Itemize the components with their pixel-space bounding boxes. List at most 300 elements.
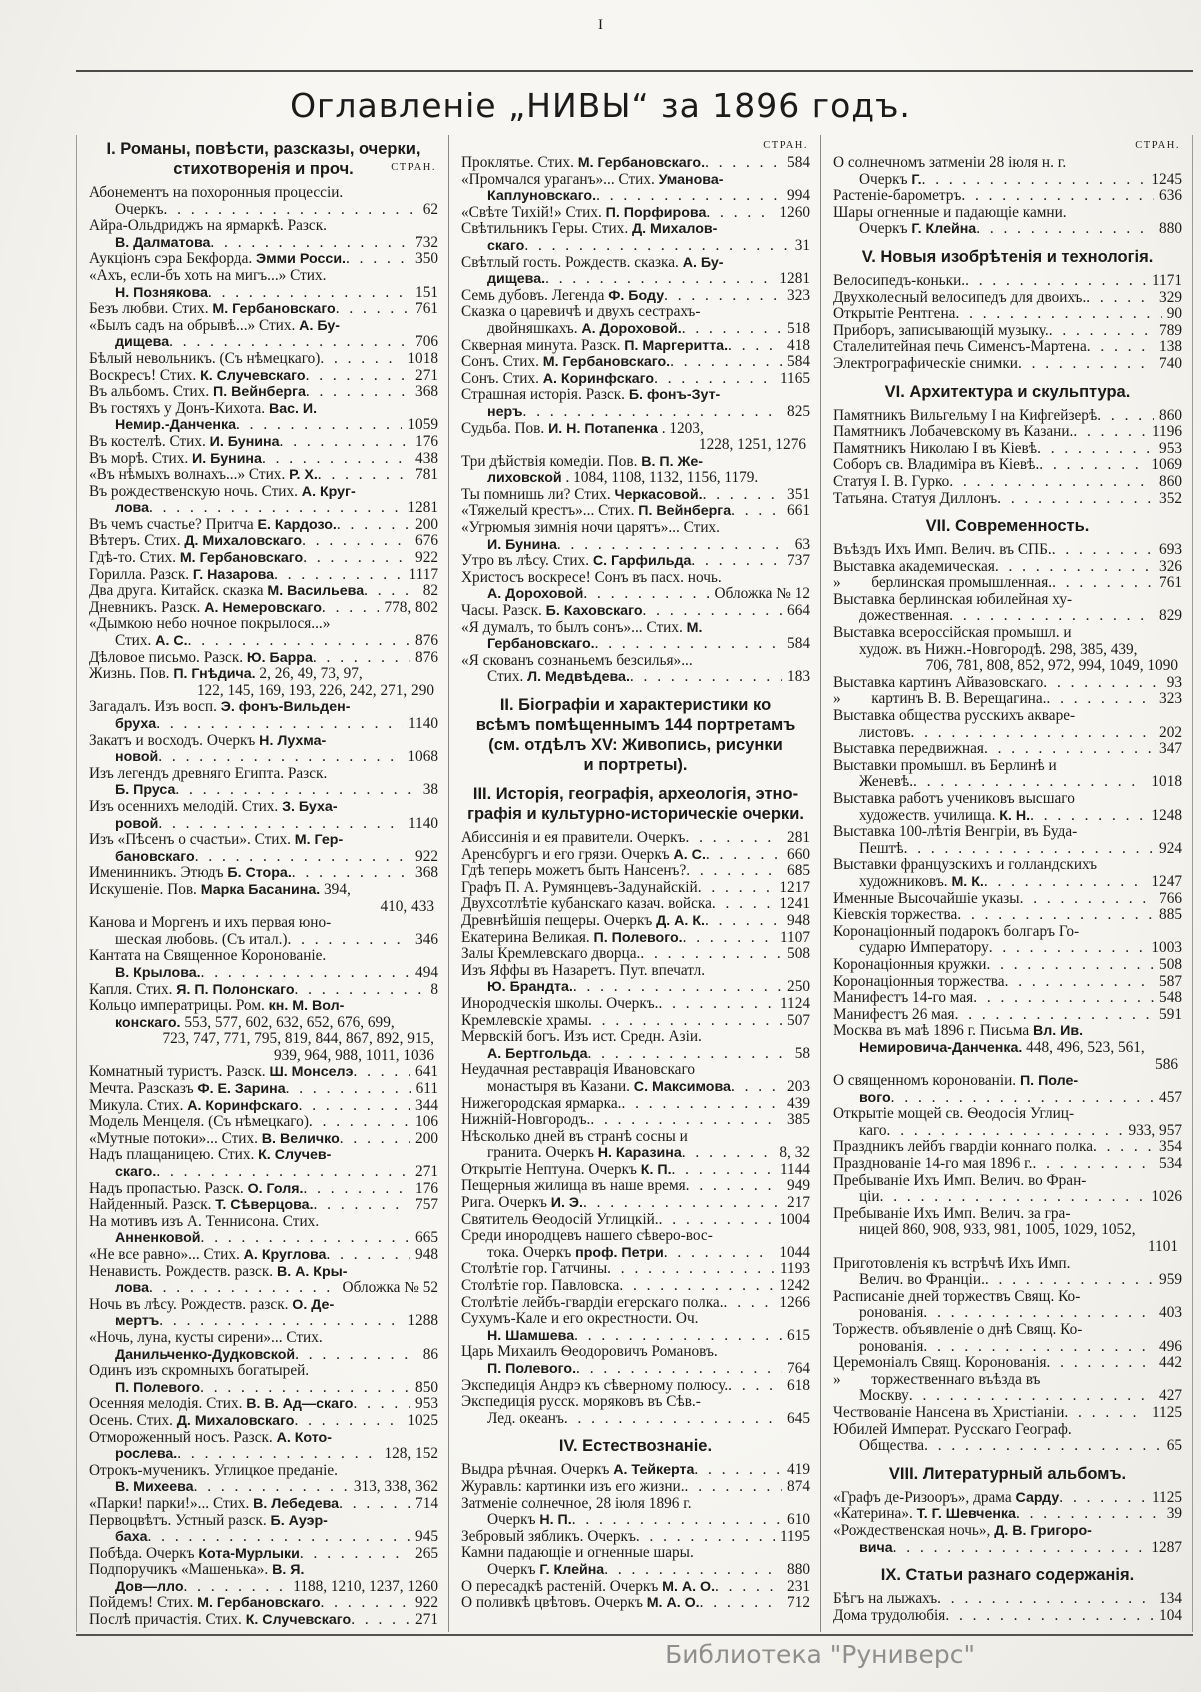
author-name: Я. П. Полонскаго bbox=[176, 981, 295, 998]
toc-entry: Залы Кремлевскаго дворца. . . 508 bbox=[461, 946, 810, 963]
dot-leader bbox=[545, 271, 774, 288]
toc-entry: Безъ любви. Стих. М. Гербановскаго . . 761 bbox=[89, 301, 438, 318]
toc-entry: Столѣтіе гор. Гатчины . . 1193 bbox=[461, 1261, 810, 1278]
toc-column-3 bbox=[820, 135, 1192, 1632]
dot-leader bbox=[201, 965, 410, 982]
dot-leader bbox=[1033, 1156, 1155, 1173]
section-header: VII. Современность. bbox=[925, 517, 1090, 536]
toc-columns bbox=[76, 135, 1193, 1632]
page-number: 948 bbox=[415, 1247, 438, 1263]
page-number: 615 bbox=[787, 1327, 810, 1344]
page-number: 534 bbox=[1159, 1156, 1182, 1173]
toc-entry: Два друга. Китайск. сказка М. Васильева . . 82 bbox=[89, 583, 438, 600]
author-name: К. Случевскаго bbox=[245, 1612, 352, 1629]
author-name: Н. Шамшева bbox=[487, 1327, 575, 1344]
dot-leader bbox=[957, 907, 1154, 924]
dot-leader bbox=[208, 285, 410, 302]
toc-entry: «Угрюмыя зимнія ночи царятъ»... Стих. И. Бунина . . 63 bbox=[461, 520, 810, 553]
author-name: Марка Басанина. bbox=[200, 881, 321, 898]
page-number: 1196 bbox=[1151, 424, 1182, 441]
page-number: 1125 bbox=[1151, 1489, 1182, 1506]
dot-leader bbox=[295, 1413, 403, 1430]
page-number: 1004 bbox=[779, 1211, 810, 1228]
toc-entry: «Парки! парки!»... Стих. В. Лебедева . . 714 bbox=[89, 1496, 438, 1513]
page-number: 876 bbox=[415, 649, 438, 666]
toc-entry: Москва въ маѣ 1896 г. Письма Вл. Ив. Немировича-Данченка. 448, 496, 523, 561, 586 bbox=[833, 1023, 1178, 1073]
page-number: 1266 bbox=[779, 1294, 810, 1311]
toc-entry: Аукціонъ сэра Бекфорда. Эмми Росси. . . 350 bbox=[89, 251, 438, 268]
dot-leader bbox=[965, 273, 1147, 290]
toc-entry: Царь Михаилъ Ѳеодоровичъ Романовъ. П. Полевого. . . 764 bbox=[461, 1344, 810, 1377]
toc-entry: «Свѣте Тихій!» Стих. П. Порфирова . . 1260 bbox=[461, 205, 810, 222]
toc-entry: Утро въ лѣсу. Стих. С. Гарфильда . . 737 bbox=[461, 553, 810, 570]
page-number: 661 bbox=[787, 503, 810, 520]
dot-leader bbox=[574, 1328, 782, 1345]
toc-entry: Дневникъ. Разск. А. Немеровскаго . . 778, 802 bbox=[89, 600, 438, 617]
section-header: IV. Естествознаніе. bbox=[558, 1437, 713, 1456]
dot-leader bbox=[731, 503, 782, 520]
page-number: 62 bbox=[422, 201, 438, 218]
toc-entry: Кіевскія торжества . . 885 bbox=[833, 907, 1182, 924]
author-name: Д. Михаловскаго bbox=[184, 533, 303, 550]
author-name: Р. Х. bbox=[289, 467, 318, 484]
author-name: И. Бунина bbox=[192, 450, 262, 467]
dot-leader bbox=[557, 537, 790, 554]
toc-entry: Двухколесный велосипедъ для двоихъ. . . 329 bbox=[833, 290, 1182, 307]
section-header: VI. Архитектура и скульптура. bbox=[884, 382, 1131, 401]
page-number: 368 bbox=[415, 865, 438, 882]
author-name: Г. Клейна bbox=[911, 221, 977, 238]
dot-leader bbox=[1037, 441, 1154, 458]
author-name: Немировича-Данченка. bbox=[859, 1039, 1023, 1056]
dot-leader bbox=[949, 474, 1154, 491]
toc-entry: Изъ Яффы въ Назаретъ. Пут. впечатл. Ю. Брандта. . . 250 bbox=[461, 963, 810, 996]
toc-entry: Закатъ и восходъ. Очеркъ Н. Лухма- новой . . 1068 bbox=[89, 733, 438, 766]
page-number: 1242 bbox=[779, 1278, 810, 1295]
author-name: Б. Стора. bbox=[227, 865, 292, 882]
author-name: А. Круг- bbox=[301, 483, 356, 500]
page-number: 176 bbox=[415, 1180, 438, 1197]
dot-leader bbox=[346, 251, 410, 268]
dot-leader bbox=[728, 338, 782, 355]
page-number: 953 bbox=[415, 1396, 438, 1413]
page-number: 457 bbox=[1159, 1089, 1182, 1106]
dot-leader bbox=[149, 500, 402, 517]
page-number: 494 bbox=[415, 964, 438, 981]
author-name: В. П. Же- bbox=[641, 453, 704, 470]
dot-leader bbox=[731, 1079, 782, 1096]
dot-leader bbox=[595, 636, 782, 653]
toc-entry: Памятникъ Лобачевскому въ Казани. . . 1196 bbox=[833, 424, 1182, 441]
dot-leader bbox=[274, 567, 403, 584]
page-number: 1117 bbox=[408, 566, 438, 583]
toc-entry: Надъ плащаницею. Стих. К. Случев- скаго. . . 271 bbox=[89, 1147, 438, 1180]
toc-entry: Именные Высочайшіе указы . . 766 bbox=[833, 891, 1182, 908]
toc-entry: Выставка академическая . . 326 bbox=[833, 559, 1182, 576]
dot-leader bbox=[148, 1529, 411, 1546]
author-name: Б. Пруса bbox=[115, 782, 176, 799]
toc-entry: Гдѣ-то. Стих. М. Гербановскаго . . 922 bbox=[89, 550, 438, 567]
toc-entry: Среди инородцевъ нашего сѣверо-вос- тока. Очеркъ проф. Петри . . 1044 bbox=[461, 1228, 810, 1261]
dot-leader bbox=[686, 863, 782, 880]
toc-entry: Гдѣ теперь можетъ быть Нансенъ? . . 685 bbox=[461, 863, 810, 880]
author-name: К. Случевскаго bbox=[200, 367, 306, 384]
toc-entry: Электрографическіе снимки . . 740 bbox=[833, 356, 1182, 373]
author-name: З. Буха- bbox=[282, 798, 338, 815]
author-name: Ю. Барра bbox=[246, 649, 313, 666]
page-column-label: СТРАН. bbox=[763, 140, 808, 151]
toc-column-2 bbox=[448, 135, 820, 1632]
dot-leader bbox=[364, 583, 418, 600]
dot-leader bbox=[715, 1579, 782, 1596]
dot-leader bbox=[583, 1195, 782, 1212]
toc-entry: Памятникъ Николаю I въ Кіевѣ . . 953 bbox=[833, 441, 1182, 458]
page-number: 350 bbox=[415, 251, 438, 268]
author-name: М. Гербановскаго bbox=[197, 1595, 321, 1612]
page-number: 323 bbox=[1159, 691, 1182, 708]
page-number: 714 bbox=[415, 1495, 438, 1512]
toc-entry: Искушеніе. Пов. Марка Басанина. 394, 410, 433 bbox=[89, 881, 434, 915]
toc-entry: Нижній-Новгородъ. . . 385 bbox=[461, 1112, 810, 1129]
toc-entry: Осенняя мелодія. Стих. В. В. Ад—скаго . . 953 bbox=[89, 1396, 438, 1413]
page-number: 1171 bbox=[1151, 272, 1182, 289]
toc-entry: Святитель Ѳеодосій Углицкій. . . 1004 bbox=[461, 1212, 810, 1229]
dot-leader bbox=[184, 1579, 289, 1596]
page-number: 706 bbox=[415, 334, 438, 351]
page-number: 271 bbox=[415, 1612, 438, 1629]
page-number: 271 bbox=[415, 1164, 438, 1181]
dot-leader bbox=[685, 830, 782, 847]
author-name: П. Вейнберга bbox=[213, 384, 306, 401]
toc-entry: Экспедиція Андрэ къ сѣверному полюсу. . . 618 bbox=[461, 1378, 810, 1395]
toc-entry: Выставка всероссійская промышл. и худож. въ Нижн.-Новгородѣ. 298, 385, 439, 706, 781, 808, 852, 972, 994, 1049, 1090 bbox=[833, 625, 1178, 675]
page-number: 1144 bbox=[779, 1161, 810, 1178]
page-number: 732 bbox=[415, 234, 438, 251]
page-number: 591 bbox=[1159, 1006, 1182, 1023]
page-number: 403 bbox=[1159, 1305, 1182, 1322]
page-number: 1068 bbox=[407, 749, 438, 766]
page-number: 58 bbox=[794, 1045, 810, 1062]
toc-entry: Канова и Моргенъ и ихъ первая юно- шеская любовь. (Съ итал.) . . 346 bbox=[89, 915, 438, 948]
page-number: 354 bbox=[1159, 1139, 1182, 1156]
toc-entry: О пересадкѣ растеній. Очеркъ М. А. О. . . 231 bbox=[461, 1579, 810, 1596]
page-number: 693 bbox=[1159, 542, 1182, 559]
author-name: Д. А. К. bbox=[656, 912, 705, 929]
dot-leader bbox=[1097, 408, 1154, 425]
dot-leader bbox=[887, 1123, 1124, 1140]
dot-leader bbox=[1046, 691, 1154, 708]
page-number: 949 bbox=[787, 1178, 810, 1195]
page-number: 922 bbox=[415, 848, 438, 865]
author-name: неръ bbox=[487, 403, 523, 420]
page-number: 636 bbox=[1159, 188, 1182, 205]
author-name: П. Полевого. bbox=[593, 929, 683, 946]
dot-leader bbox=[588, 1046, 790, 1063]
toc-entry: » берлинская промышленная. . . 761 bbox=[833, 575, 1182, 592]
author-name: Каплуновскаго. bbox=[487, 188, 597, 205]
toc-entry: «Тяжелый крестъ»... Стих. П. Вейнберга . . 661 bbox=[461, 503, 810, 520]
author-name: П. Порфирова bbox=[605, 204, 707, 221]
page-number: 134 bbox=[1159, 1591, 1182, 1608]
author-name: М. А. О. bbox=[662, 1578, 716, 1595]
dot-leader bbox=[893, 1540, 1147, 1557]
toc-entry: Сказка о царевичѣ и двухъ сестрахъ- двойняшкахъ. А. Дороховой. . . 518 bbox=[461, 304, 810, 337]
author-name: К. Случев- bbox=[258, 1147, 332, 1164]
author-name: А. Коринфскаго bbox=[542, 370, 655, 387]
page-number: 924 bbox=[1159, 840, 1182, 857]
page-number: 138 bbox=[1159, 339, 1182, 356]
author-name: дищева bbox=[115, 334, 170, 351]
toc-entry: Выставка 100-лѣтія Венгріи, въ Буда- Пештѣ . . 924 bbox=[833, 824, 1182, 857]
toc-entry: Приготовленія къ встрѣчѣ Ихъ Имп. Велич. во Франціи. . . 959 bbox=[833, 1256, 1182, 1289]
page-number: 1140 bbox=[407, 815, 438, 832]
page-column-label: СТРАН. bbox=[1135, 140, 1180, 151]
dot-leader bbox=[922, 172, 1147, 189]
page-number: 676 bbox=[415, 533, 438, 550]
page-number: 326 bbox=[1159, 558, 1182, 575]
dot-leader bbox=[156, 1164, 410, 1181]
toc-entry: Мечта. Разсказъ Ф. Е. Зарина . . 611 bbox=[89, 1081, 438, 1098]
page-number: 63 bbox=[794, 536, 810, 553]
author-name: П. Вейнберга bbox=[638, 503, 732, 520]
dot-leader bbox=[682, 321, 782, 338]
toc-entry: Абонементъ на похоронныя процессіи. Очеркъ . . 62 bbox=[89, 185, 438, 218]
page-number: 281 bbox=[787, 830, 810, 846]
author-name: лова bbox=[115, 500, 149, 517]
page-number: 368 bbox=[415, 384, 438, 401]
author-name: Ф. Боду bbox=[608, 287, 665, 304]
toc-entry: Двухсотлѣтіе кубанскаго казач. войска . . 1241 bbox=[461, 896, 810, 913]
dot-leader bbox=[303, 550, 410, 567]
toc-entry: Пребываніе Ихъ Имп. Велич. во Фран- ціи . . 1026 bbox=[833, 1173, 1182, 1206]
section-header: III. Исторія, географія, археологія, этно- графія и культурно-историческіе очерки. bbox=[467, 785, 804, 823]
dot-leader bbox=[923, 1339, 1154, 1356]
toc-entry: Въ рождественскую ночь. Стих. А. Круг- лова . . 1281 bbox=[89, 484, 438, 517]
page-number: 202 bbox=[1159, 724, 1182, 741]
dot-leader bbox=[158, 816, 403, 833]
page-number: 781 bbox=[415, 467, 438, 484]
toc-entry: Расписаніе дней торжествъ Свящ. Ко- ронованія . . 403 bbox=[833, 1289, 1182, 1322]
author-name: П. Полевого. bbox=[487, 1361, 577, 1377]
toc-entry: Сухумъ-Кале и его окрестности. Оч. Н. Шамшева . . 615 bbox=[461, 1311, 810, 1344]
toc-entry: Отмороженный носъ. Разск. А. Кото- рослева. . . 128, 152 bbox=[89, 1430, 438, 1463]
author-name: М. Гер- bbox=[294, 832, 344, 849]
toc-entry: Екатерина Великая. П. Полевого. . . 1107 bbox=[461, 930, 810, 947]
dot-leader bbox=[984, 741, 1154, 758]
page-number: 508 bbox=[787, 946, 810, 963]
toc-entry: «Промчался ураганъ»... Стих. Уманова- Каплуновскаго. . . 994 bbox=[461, 172, 810, 205]
toc-entry: О священномъ коронованіи. П. Поле- вого . . 457 bbox=[833, 1073, 1182, 1106]
dot-leader bbox=[300, 1546, 410, 1563]
page-number: 217 bbox=[787, 1195, 810, 1212]
toc-entry: Послѣ причастія. Стих. К. Случевскаго . . 271 bbox=[89, 1612, 438, 1629]
page-number: 874 bbox=[787, 1478, 810, 1495]
toc-entry: Открытіе Нептуна. Очеркъ К. П. . . 1144 bbox=[461, 1162, 810, 1179]
page-number: 1124 bbox=[779, 995, 810, 1012]
author-name: баха bbox=[115, 1529, 148, 1546]
author-name: проф. Петри bbox=[575, 1244, 664, 1261]
toc-entry: Татьяна. Статуя Диллонъ . . 352 bbox=[833, 491, 1182, 508]
author-name: П. Поле- bbox=[1019, 1073, 1079, 1090]
toc-entry: Вѣтеръ. Стих. Д. Михаловскаго . . 676 bbox=[89, 533, 438, 550]
author-name: С. Максимова bbox=[633, 1078, 731, 1095]
dot-leader bbox=[309, 1114, 410, 1131]
toc-entry: Мервскій богъ. Изъ ист. Средн. Азіи. А. Бертгольда . . 58 bbox=[461, 1029, 810, 1062]
toc-entry: Бѣлый невольникъ. (Съ нѣмецкаго) . . 1018 bbox=[89, 351, 438, 368]
author-name: Н. П. bbox=[539, 1512, 572, 1529]
toc-entry: Ненависть. Рождеств. разск. В. А. Кры- лова . . Обложка № 52 bbox=[89, 1264, 438, 1297]
dot-leader bbox=[1052, 575, 1154, 592]
author-name: И. Н. Потапенка bbox=[548, 420, 658, 437]
toc-entry: «Я скованъ сознаньемъ безсилья»... Стих. Л. Медвѣдева. . . 183 bbox=[461, 653, 810, 686]
dot-leader bbox=[320, 351, 402, 368]
dot-leader bbox=[685, 1479, 783, 1496]
dot-leader bbox=[295, 982, 426, 999]
dot-leader bbox=[194, 1479, 349, 1496]
dot-leader bbox=[705, 913, 782, 930]
section-header: VIII. Литературный альбомъ. bbox=[888, 1464, 1127, 1483]
toc-entry: Инородческія школы. Очеркъ. . . 1124 bbox=[461, 996, 810, 1013]
toc-entry: Скверная минута. Разск. П. Маргеритта. . . 418 bbox=[461, 338, 810, 355]
page-number: 1044 bbox=[779, 1244, 810, 1261]
dot-leader bbox=[1030, 808, 1146, 825]
author-name: Вл. Ив. bbox=[1032, 1023, 1084, 1040]
page-number: 347 bbox=[1159, 741, 1182, 758]
toc-entry: Выставка работъ учениковъ высшаго художеств. училища. К. Н. . . 1248 bbox=[833, 791, 1182, 824]
dot-leader bbox=[955, 306, 1161, 323]
toc-entry: Сонъ. Стих. М. Гербановскаго. . . 584 bbox=[461, 354, 810, 371]
page-number: 442 bbox=[1159, 1355, 1182, 1372]
page-number: 1107 bbox=[779, 929, 810, 946]
author-name: Ю. Брандта. bbox=[487, 979, 573, 996]
toc-entry: Коронаціонныя торжества . . 587 bbox=[833, 974, 1182, 991]
author-name: Ф. Е. Зарина bbox=[197, 1081, 286, 1098]
toc-entry: Коронаціонныя кружки . . 508 bbox=[833, 957, 1182, 974]
dot-leader bbox=[262, 451, 410, 468]
page-number: 344 bbox=[415, 1097, 438, 1114]
author-name: А. Кото- bbox=[276, 1429, 332, 1446]
page-number: 860 bbox=[1159, 473, 1182, 490]
toc-entry: Экспедиція русск. моряковъ въ Сѣв.- Лед. океанъ . . 645 bbox=[461, 1394, 810, 1427]
dot-leader bbox=[1064, 1405, 1147, 1422]
page-number: 231 bbox=[787, 1578, 810, 1595]
author-name: В. Величко bbox=[261, 1130, 340, 1147]
page-number: 1069 bbox=[1151, 457, 1182, 474]
author-name: Анненковой bbox=[115, 1230, 201, 1247]
dot-leader bbox=[891, 1090, 1154, 1107]
toc-entry: Ночь въ лѣсу. Рождеств. разск. О. Де- мертъ . . 1288 bbox=[89, 1297, 438, 1330]
dot-leader bbox=[686, 1178, 782, 1195]
author-name: Данильченко-Дудковской bbox=[115, 1346, 296, 1363]
page-number: 1245 bbox=[1151, 171, 1182, 188]
author-name: Г. bbox=[911, 171, 922, 188]
page-number: 660 bbox=[787, 846, 810, 863]
dot-leader bbox=[353, 1064, 410, 1081]
toc-entry: Первоцвѣтъ. Устный разск. Б. Ауэр- баха . . 945 bbox=[89, 1513, 438, 1546]
page-number: 82 bbox=[422, 583, 438, 600]
dot-leader bbox=[955, 1007, 1154, 1024]
dot-leader bbox=[604, 1562, 782, 1579]
page-number: 1140 bbox=[407, 716, 438, 732]
page-number: 86 bbox=[422, 1346, 438, 1363]
author-name: Дов—лло bbox=[115, 1578, 184, 1595]
page-number: 885 bbox=[1159, 907, 1182, 924]
author-name: М. Гербановскаго bbox=[212, 301, 336, 318]
page-number: 1193 bbox=[779, 1261, 810, 1278]
dot-leader bbox=[659, 1212, 775, 1229]
toc-entry: Кольцо императрицы. Ром. кн. М. Вол- конскаго. 553, 577, 602, 632, 652, 676, 699, 723, 747, 771, 795, 819, 844, 867, 892, 915, 939, 964, 988, 1011, 1036 bbox=[89, 998, 434, 1064]
toc-entry: Абиссинія и ея правители. Очеркъ . . 281 bbox=[461, 830, 810, 847]
dot-leader bbox=[1016, 1506, 1162, 1523]
page-number: 641 bbox=[415, 1064, 438, 1081]
dot-leader bbox=[911, 725, 1155, 742]
page-number: 200 bbox=[415, 1130, 438, 1147]
dot-leader bbox=[306, 384, 410, 401]
author-name: Г. Клейна bbox=[539, 1561, 605, 1578]
toc-entry: Приборъ, записывающій музыку. . . 789 bbox=[833, 323, 1182, 340]
toc-entry: Подпоручикъ «Машенька». В. Я. Дов—лло . . 1188, 1210, 1237, 1260 bbox=[89, 1562, 438, 1595]
toc-entry: Столѣтіе гор. Павловска . . 1242 bbox=[461, 1278, 810, 1295]
page-number: 761 bbox=[415, 301, 438, 318]
author-name: М. Васильева bbox=[267, 583, 365, 600]
dot-leader bbox=[326, 1247, 410, 1264]
author-name: новой bbox=[115, 749, 159, 766]
author-name: Ш. Монселэ bbox=[269, 1064, 354, 1081]
toc-entry: Страшная исторія. Разск. Б. фонъ-Зут- неръ . . 825 bbox=[461, 387, 810, 420]
page-number: 200 bbox=[415, 516, 438, 533]
page-number: 740 bbox=[1159, 355, 1182, 372]
toc-entry: «Я думалъ, то былъ сонъ»... Стих. М. Гербановскаго. . . 584 bbox=[461, 620, 810, 653]
author-name: Э. фонъ-Вильден- bbox=[220, 699, 351, 716]
page-number: 1059 bbox=[407, 417, 438, 434]
dot-leader bbox=[321, 1595, 411, 1612]
dot-leader bbox=[904, 841, 1154, 858]
dot-leader bbox=[705, 155, 782, 172]
toc-entry: Одинъ изъ скромныхъ богатырей. П. Полевого . . 850 bbox=[89, 1363, 438, 1396]
dot-leader bbox=[340, 1131, 410, 1148]
toc-entry: Побѣда. Очеркъ Кота-Мурлыки . . 265 bbox=[89, 1546, 438, 1563]
page-number: 1217 bbox=[779, 879, 810, 896]
dot-leader bbox=[997, 491, 1154, 508]
author-name: В. Крылова. bbox=[115, 964, 201, 981]
author-name: Б. фонъ-Зут- bbox=[628, 387, 721, 404]
page-number: 766 bbox=[1159, 890, 1182, 907]
author-name: Н. Познякова bbox=[115, 284, 208, 301]
dot-leader bbox=[564, 1411, 782, 1428]
page-number: 764 bbox=[787, 1361, 810, 1377]
page-number: 203 bbox=[787, 1078, 810, 1095]
dot-leader bbox=[195, 849, 410, 866]
dot-leader bbox=[640, 946, 782, 963]
page-number: 351 bbox=[787, 486, 810, 503]
page-number: 106 bbox=[415, 1114, 438, 1131]
author-name: В. А. Кры- bbox=[276, 1263, 348, 1280]
toc-entry: Столѣтіе лейбъ-гвардіи егерскаго полка. . . 1266 bbox=[461, 1295, 810, 1312]
page-number: 1248 bbox=[1151, 807, 1182, 824]
author-name: М. bbox=[686, 619, 703, 636]
author-name: И. Бунина bbox=[209, 433, 280, 450]
author-name: кн. М. Вол- bbox=[268, 998, 345, 1015]
page-number: 860 bbox=[1159, 407, 1182, 424]
toc-entry: Судьба. Пов. И. Н. Потапенка . 1203, 1228, 1251, 1276 bbox=[461, 420, 806, 454]
page-number: 1165 bbox=[779, 370, 810, 387]
toc-entry: Семь дубовъ. Легенда Ф. Боду . . 323 bbox=[461, 288, 810, 305]
dot-leader bbox=[201, 1230, 411, 1247]
author-name: Вас. И. bbox=[268, 400, 318, 417]
author-name: А. С. bbox=[673, 846, 706, 863]
author-name: А. Дороховой bbox=[487, 586, 584, 603]
author-name: М. Гербановскаго. bbox=[577, 155, 706, 171]
